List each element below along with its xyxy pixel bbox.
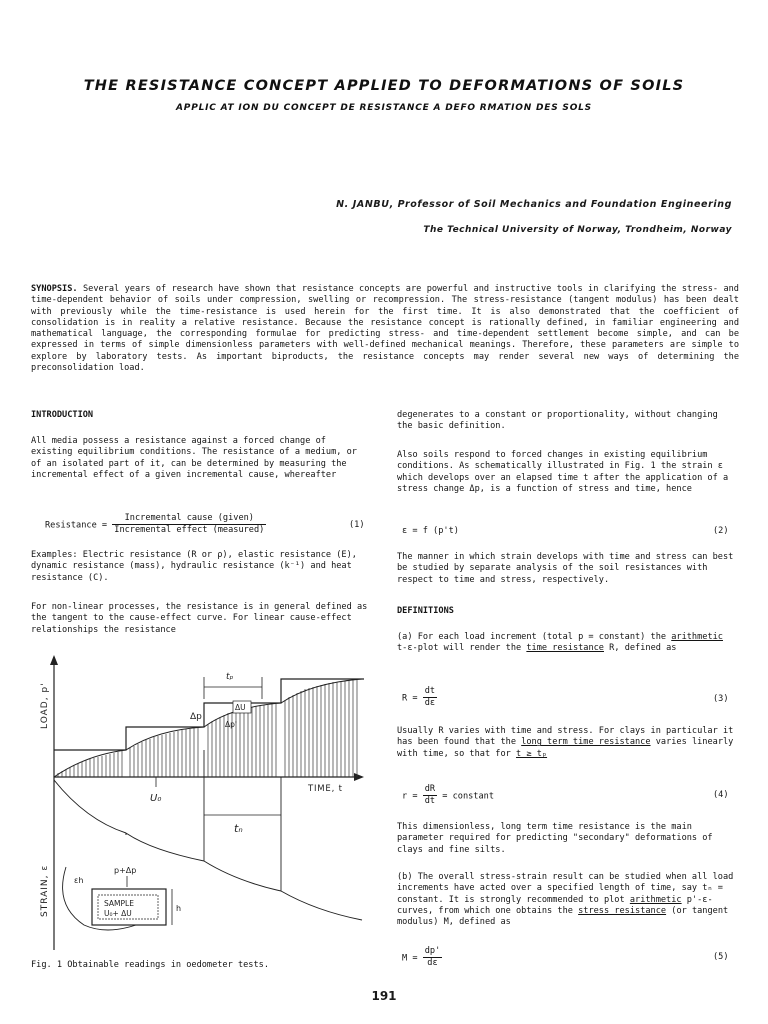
label-eh: εh <box>74 876 84 885</box>
definition-a <box>397 632 735 655</box>
t-condition: t ≥ tₚ <box>516 748 548 759</box>
intro-heading: INTRODUCTION <box>31 410 94 420</box>
eq1-denominator: Incremental effect (measured) <box>114 525 265 536</box>
label-tp: tₚ <box>226 672 234 682</box>
def-b-1: (b) The overall stress-strain result can be studied when all load increments have acted over a specified length of time, say tₙ = constant. It is strongly recommended to plot <box>397 872 734 905</box>
right-para-3: The manner in which strain develops with time and stress can best be studied by separate analysis of the soil resistances with respect to time and stress, respectively. <box>397 552 734 585</box>
equation-2: ε = f (p't) <box>402 526 459 536</box>
eq3-lhs: R = <box>402 693 418 704</box>
hatch-region-3 <box>208 704 276 777</box>
author-line: N. JANBU, Professor of Soil Mechanics and Foundation Engineering <box>336 199 732 210</box>
figure-caption: Fig. 1 Obtainable readings in oedometer tests. <box>31 960 269 970</box>
eq4-rhs: = constant <box>442 791 495 802</box>
right-para-2: Also soils respond to forced changes in existing equilibrium conditions. As schematically illustrated in Fig. 1 the strain ε which develops over an elapsed time t after the application of a stress change Δp, is a function of stress and time, hence <box>397 450 729 494</box>
synopsis-label: SYNOPSIS. <box>31 284 78 294</box>
synopsis-text: Several years of research have shown that resistance concepts are powerful and instructive tools in clarifying the stress- and time-dependent behavior of soils under compression, swelling or recompression. The stress-resistance (tangent modulus) has been dealt with previously while the time-resistance is used herein for the first time. It is also demonstrated that the coefficient of consolidation is in reality a relative resistance. Because the resistance concept is rationally defined, in familiar engineering and mathematical language, the corresponding formulae for predicting stress- and time-dependent settlement become simple, and can be expressed in terms of simple dimensionless parameters with well-defined mechanical meanings. Therefore, these parameters are simple to explore by laboratory tests. As important biproducts, the resistance concepts may render several new ways of determining the preconsolidation load. <box>31 284 739 374</box>
usually-1: Usually R varies with time and stress. For clays in particular it has been found that the <box>397 726 734 748</box>
intro-paragraph: All media possess a resistance against a forced change of existing equilibrium conditions. The resistance of a medium, or of an isolated part of it, can be determined by measuring the incremental effect of a given incremental cause, whereafter <box>31 436 357 480</box>
def-b-3: (or tangent modulus) M, defined as <box>397 905 729 928</box>
right-para-1: degenerates to a constant or proportionality, without changing the basic definition. <box>397 410 718 432</box>
page-number: 191 <box>371 989 397 1003</box>
strain-curve-1 <box>54 780 126 833</box>
eq1-fraction <box>112 513 266 537</box>
label-dp-prime: Δp' <box>225 720 237 729</box>
strain-curve-2 <box>126 833 204 861</box>
eq3-fraction <box>423 686 437 710</box>
eq4-lhs: r = <box>402 791 418 802</box>
examples-paragraph: Examples: Electric resistance (R or ρ), elastic resistance (E), dynamic resistance (mass), hydraulic resistance (k⁻¹) and heat resistance (C). <box>31 550 357 583</box>
eq5-fraction <box>423 946 443 970</box>
eq1-lhs: Resistance = <box>45 520 108 531</box>
def-b-2: p'-ε-curves, from which one obtains the <box>397 894 713 916</box>
paper-subtitle: APPLIC AT ION DU CONCEPT DE RESISTANCE A DEFO RMATION DES SOLS <box>176 103 592 113</box>
label-dp: Δp <box>190 712 202 722</box>
synopsis <box>31 284 739 374</box>
def-a-time-resistance: time resistance <box>526 643 604 654</box>
label-time-axis: TIME, t <box>308 784 343 794</box>
label-load-increment: p+Δp <box>114 866 137 875</box>
eq5-numerator: dp' <box>423 946 443 958</box>
def-b-stress-resistance: stress resistance <box>578 905 667 916</box>
label-pore-pressure: U₀+ ΔU <box>104 909 132 918</box>
usually-long-term: long term time resistance <box>521 737 651 748</box>
label-tn: tₙ <box>234 822 243 835</box>
equation-5 <box>402 946 442 970</box>
affiliation-line: The Technical University of Norway, Trondheim, Norway <box>423 225 732 235</box>
eq3-numerator: dt <box>423 686 437 698</box>
eq3-denominator: dε <box>424 698 436 709</box>
definitions-heading: DEFINITIONS <box>397 606 454 616</box>
eq3-number: (3) <box>713 694 729 704</box>
load-axis-arrow <box>50 655 58 665</box>
def-a-2: t-ε-plot will render the <box>397 643 522 654</box>
usually-paragraph <box>397 726 735 760</box>
definition-b <box>397 872 735 928</box>
def-a-1: (a) For each load increment (total p = constant) the <box>397 632 667 642</box>
label-sample: SAMPLE <box>104 899 134 908</box>
strain-curve-4 <box>281 891 362 920</box>
label-du: ΔU <box>235 703 246 712</box>
usually-2: varies linearly with time, so that for <box>397 737 734 759</box>
def-a-arithmetic: arithmetic <box>671 632 723 642</box>
label-h: h <box>176 904 182 913</box>
label-u0: U₀ <box>150 793 162 804</box>
eq5-lhs: M = <box>402 953 418 964</box>
equation-3 <box>402 686 437 710</box>
load-staircase <box>54 679 364 750</box>
eq4-numerator: dR <box>423 784 437 796</box>
figure-1-oedometer <box>26 655 370 955</box>
eq4-number: (4) <box>713 790 729 800</box>
eq4-fraction <box>423 784 437 808</box>
eq2-number: (2) <box>713 526 729 536</box>
equation-4 <box>402 784 494 808</box>
strain-curve-3 <box>204 861 281 891</box>
def-a-3: R, defined as <box>609 643 677 654</box>
hatch-region-1 <box>58 751 122 777</box>
hatch-region-2 <box>130 728 198 777</box>
eq5-number: (5) <box>713 952 729 962</box>
label-load-axis: LOAD, p' <box>40 682 50 729</box>
paper-title: THE RESISTANCE CONCEPT APPLIED TO DEFORMATIONS OF SOILS <box>83 78 685 94</box>
equation-1 <box>45 513 355 537</box>
nonlinear-paragraph: For non-linear processes, the resistance is in general defined as the tangent to the cause-effect curve. For linear cause-effect relationships the resistance <box>31 602 368 635</box>
eq1-number: (1) <box>349 520 365 530</box>
eq5-denominator: dε <box>427 958 438 969</box>
eq4-denominator: dt <box>424 796 436 807</box>
eq1-numerator: Incremental cause (given) <box>112 513 266 525</box>
time-axis-arrow <box>354 773 364 781</box>
dimensionless-paragraph: This dimensionless, long term time resistance is the main parameter required for predicting "secondary" deformations of clays and fine silts. <box>397 822 713 855</box>
def-b-arithmetic: arithmetic <box>629 894 682 905</box>
label-strain-axis: STRAIN, ε <box>40 864 50 917</box>
